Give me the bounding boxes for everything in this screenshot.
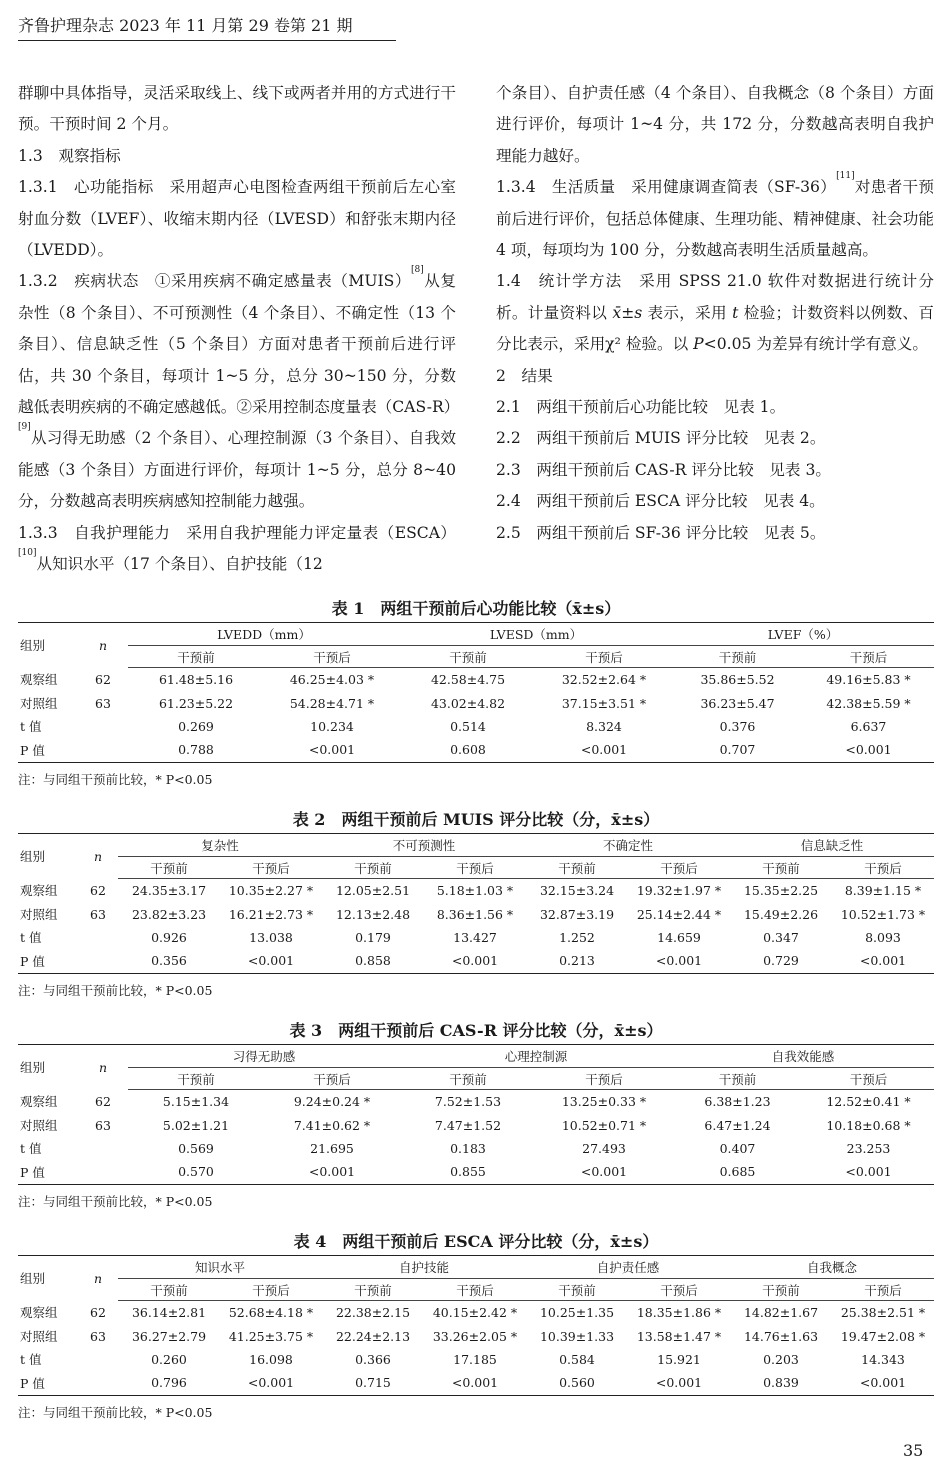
table-cell: 43.02±4.82 xyxy=(430,695,506,711)
table-cell: 0.707 xyxy=(672,738,803,762)
citation-8: [8] xyxy=(410,265,424,276)
paragraph-1-3-1: 1.3.1 心功能指标 采用超声心电图检查两组干预前后左心室射血分数（LVEF）、收缩末期内径（LVESD）和舒张末期内径（LVEDD）。 xyxy=(18,178,456,260)
table-4-title: 表 4 两组干预前后 ESCA 评分比较（分，x̄±s） xyxy=(293,1232,659,1251)
table-cell: 10.35±2.27 * xyxy=(228,883,314,899)
table-2 xyxy=(18,833,934,974)
heading-1-3: 1.3 观察指标 xyxy=(18,146,121,165)
text-stats-d: <0.05 为差异有统计学有意义。 xyxy=(703,335,928,354)
table-cell: 19.32±1.97 * xyxy=(636,883,722,899)
table-cell: 7.52±1.53 xyxy=(434,1094,502,1110)
table-row-t xyxy=(18,715,934,738)
table-header-row xyxy=(18,623,934,646)
row-n: 63 xyxy=(95,695,111,711)
row-label: 对照组 xyxy=(20,696,58,712)
header-before: 干预前 xyxy=(526,857,628,879)
table-cell: 0.569 xyxy=(178,1140,214,1156)
header-group: 组别 xyxy=(18,1045,78,1090)
row-n xyxy=(78,738,128,762)
table-cell: <0.001 xyxy=(220,1371,322,1395)
row-label: P 值 xyxy=(18,1371,78,1395)
table-cell: 24.35±3.17 xyxy=(131,883,207,899)
table-cell: 0.570 xyxy=(128,1160,264,1184)
header-before: 干预前 xyxy=(322,857,424,879)
header-before: 干预前 xyxy=(672,646,803,668)
table-cell: <0.001 xyxy=(832,949,934,973)
table-cell: 42.58±4.75 xyxy=(430,672,506,688)
paragraph-intervention: 群聊中具体指导，灵活采取线上、线下或两者并用的方式进行干预。干预时间 2 个月。 xyxy=(18,84,456,134)
table-row-observation xyxy=(18,1301,934,1325)
table-cell: 32.52±2.64 * xyxy=(561,672,647,688)
table-cell: <0.001 xyxy=(264,1160,400,1184)
table-cell: 0.839 xyxy=(730,1371,832,1395)
header-locus-control: 心理控制源 xyxy=(400,1045,672,1068)
paragraph-1-3-4 xyxy=(496,172,934,266)
table-cell: 12.05±2.51 xyxy=(335,883,411,899)
table-row-t xyxy=(18,926,934,949)
table-cell: 0.858 xyxy=(322,949,424,973)
table-row-p xyxy=(18,1160,934,1184)
row-label: t 值 xyxy=(20,1141,42,1157)
header-group: 组别 xyxy=(18,623,78,668)
table-cell: 15.49±2.26 xyxy=(743,906,819,922)
header-after: 干预后 xyxy=(264,1068,400,1090)
row-label: P 值 xyxy=(18,1160,78,1184)
table-cell: 5.02±1.21 xyxy=(162,1117,230,1133)
table-cell: 61.48±5.16 xyxy=(158,672,234,688)
header-info-lack: 信息缺乏性 xyxy=(730,834,934,857)
paragraph-esca-cont: 个条目）、自护责任感（4 个条目）、自我概念（8 个条目）方面进行评价，每项计 1~4 分，共 172 分，分数越高表明自我护理能力越好。 xyxy=(496,84,934,165)
table-cell: 19.47±2.08 * xyxy=(840,1328,926,1344)
table-row-observation xyxy=(18,1090,934,1114)
table-cell: 6.38±1.23 xyxy=(704,1094,771,1110)
header-responsibility: 自护责任感 xyxy=(526,1256,730,1279)
table-cell: 36.14±2.81 xyxy=(131,1305,207,1321)
table-cell: 0.366 xyxy=(355,1351,391,1367)
table-cell: 23.253 xyxy=(846,1140,891,1156)
table-row-observation xyxy=(18,668,934,692)
table-4 xyxy=(18,1255,934,1396)
table-header-row xyxy=(18,1045,934,1068)
table-cell: 0.729 xyxy=(730,949,832,973)
table-cell: 0.788 xyxy=(128,738,264,762)
row-n: 62 xyxy=(95,671,111,687)
paragraph-1-3-2 xyxy=(18,265,460,517)
header-group: 组别 xyxy=(18,1256,78,1301)
table-cell: 13.25±0.33 * xyxy=(561,1094,647,1110)
header-before: 干预前 xyxy=(672,1068,803,1090)
table-cell: 0.855 xyxy=(400,1160,536,1184)
table-cell: 0.183 xyxy=(450,1140,486,1156)
result-2-3: 2.3 两组干预前后 CAS-R 评分比较 见表 3。 xyxy=(496,460,831,479)
paragraph-1-4 xyxy=(496,266,934,360)
table-row-control xyxy=(18,1324,934,1347)
header-before: 干预前 xyxy=(118,1279,220,1301)
table-cell: 12.13±2.48 xyxy=(335,906,411,922)
row-n xyxy=(78,1137,128,1160)
table-cell: 21.695 xyxy=(310,1140,354,1156)
table-cell: 0.356 xyxy=(118,949,220,973)
header-after: 干预后 xyxy=(628,857,730,879)
text-sf36-intro: 1.3.4 生活质量 采用健康调查简表（SF-36） xyxy=(496,178,837,197)
table-2-section xyxy=(18,807,934,1002)
table-cell: 15.35±2.25 xyxy=(743,883,819,899)
table-cell: 6.637 xyxy=(850,718,887,734)
table-cell: 10.52±1.73 * xyxy=(840,906,926,922)
text-muis-intro: 1.3.2 疾病状态 ①采用疾病不确定感量表（MUIS） xyxy=(18,272,411,291)
result-2-4: 2.4 两组干预前后 ESCA 评分比较 见表 4。 xyxy=(496,492,825,511)
table-cell: 10.18±0.68 * xyxy=(826,1117,911,1133)
header-before: 干预前 xyxy=(322,1279,424,1301)
table-3-title: 表 3 两组干预前后 CAS-R 评分比较（分，x̄±s） xyxy=(289,1021,663,1040)
table-cell: 0.179 xyxy=(355,929,391,945)
row-label: P 值 xyxy=(18,738,78,762)
right-column xyxy=(496,78,934,549)
header-n: n xyxy=(78,834,118,879)
header-group: 组别 xyxy=(18,834,78,879)
table-cell: 8.324 xyxy=(586,718,622,734)
row-label: 观察组 xyxy=(20,883,58,899)
text-esca-intro: 1.3.3 自我护理能力 采用自我护理能力评定量表（ESCA） xyxy=(18,523,456,542)
header-after: 干预后 xyxy=(803,1068,934,1090)
table-cell: 0.685 xyxy=(672,1160,803,1184)
table-cell: 14.76±1.63 xyxy=(743,1328,819,1344)
table-row-t xyxy=(18,1137,934,1160)
table-row-p xyxy=(18,1371,934,1395)
table-cell: 22.38±2.15 xyxy=(335,1305,411,1321)
table-2-note: 注：与同组干预前比较，* P<0.05 xyxy=(18,982,213,998)
table-cell: 0.376 xyxy=(719,718,756,734)
header-n: n xyxy=(78,1045,128,1090)
text-muis-body: 从复杂性（8 个条目）、不可预测性（4 个条目）、不确定性（13 个条目）、信息缺乏性（5 个条目）方面对患者干预前后进行评估，共 30 个条目，每项计 1~5 分，总分 30~150 分，分数越低表明疾病的不确定感越低。②采用控制态度量表（CAS-R） xyxy=(18,272,460,417)
table-cell: <0.001 xyxy=(424,1371,526,1395)
table-cell: 0.560 xyxy=(526,1371,628,1395)
journal-header: 齐鲁护理杂志 2023 年 11 月第 29 卷第 21 期 xyxy=(18,14,396,41)
table-cell: 17.185 xyxy=(453,1351,497,1367)
header-self-efficacy: 自我效能感 xyxy=(672,1045,934,1068)
table-3 xyxy=(18,1044,934,1185)
table-cell: 10.25±1.35 xyxy=(539,1305,615,1321)
table-cell: 13.427 xyxy=(453,929,497,945)
table-cell: 18.35±1.86 * xyxy=(636,1305,722,1321)
text-stats-xs: x̄±s xyxy=(612,303,643,322)
table-cell: 0.407 xyxy=(719,1140,756,1156)
table-cell: 32.15±3.24 xyxy=(539,883,615,899)
header-before: 干预前 xyxy=(400,646,536,668)
table-cell: <0.001 xyxy=(424,949,526,973)
table-cell: 13.038 xyxy=(249,929,293,945)
header-self-concept: 自我概念 xyxy=(730,1256,934,1279)
table-cell: 37.15±3.51 * xyxy=(561,695,647,711)
table-4-section xyxy=(18,1229,934,1424)
row-n: 63 xyxy=(90,1328,106,1344)
table-cell: 0.260 xyxy=(151,1351,187,1367)
header-after: 干预后 xyxy=(424,1279,526,1301)
table-header-row xyxy=(18,1256,934,1279)
table-cell: 0.796 xyxy=(118,1371,220,1395)
row-label: 对照组 xyxy=(20,907,58,923)
table-cell: 46.25±4.03 * xyxy=(289,672,375,688)
table-cell: 36.23±5.47 xyxy=(700,695,775,711)
table-1-section xyxy=(18,596,934,791)
table-cell: 49.16±5.83 * xyxy=(826,672,911,688)
row-n xyxy=(78,1348,118,1371)
row-label: 对照组 xyxy=(20,1118,58,1134)
table-cell: <0.001 xyxy=(220,949,322,973)
table-cell: 8.39±1.15 * xyxy=(844,883,922,899)
row-n: 63 xyxy=(90,906,106,922)
table-cell: 27.493 xyxy=(582,1140,626,1156)
table-cell: 35.86±5.52 xyxy=(700,672,775,688)
table-cell: 22.24±2.13 xyxy=(335,1328,411,1344)
table-cell: 0.347 xyxy=(763,929,799,945)
citation-10: [10] xyxy=(18,548,37,559)
text-stats-p: P xyxy=(693,335,704,354)
table-cell: 23.82±3.23 xyxy=(131,906,207,922)
header-helplessness: 习得无助感 xyxy=(128,1045,400,1068)
table-cell: 33.26±2.05 * xyxy=(432,1328,518,1344)
row-n xyxy=(78,1160,128,1184)
result-2-2: 2.2 两组干预前后 MUIS 评分比较 见表 2。 xyxy=(496,429,826,448)
header-after: 干预后 xyxy=(220,857,322,879)
row-n: 62 xyxy=(90,1304,106,1320)
table-cell: 0.203 xyxy=(763,1351,799,1367)
table-subheader-row xyxy=(18,646,934,668)
result-2-5: 2.5 两组干预前后 SF-36 评分比较 见表 5。 xyxy=(496,523,826,542)
table-row-control xyxy=(18,902,934,925)
table-cell: 25.14±2.44 * xyxy=(636,906,722,922)
header-after: 干预后 xyxy=(536,1068,672,1090)
table-cell: 14.343 xyxy=(861,1351,905,1367)
table-cell: 13.58±1.47 * xyxy=(636,1328,722,1344)
row-n: 62 xyxy=(90,882,106,898)
row-n xyxy=(78,1371,118,1395)
header-after: 干预后 xyxy=(424,857,526,879)
header-before: 干预前 xyxy=(730,1279,832,1301)
header-after: 干预后 xyxy=(832,857,934,879)
text-stats-b: 表示，采用 xyxy=(642,303,733,322)
text-stats-t: t xyxy=(732,303,739,322)
row-label: 观察组 xyxy=(20,1094,58,1110)
row-label: t 值 xyxy=(20,1352,42,1368)
table-row-control xyxy=(18,1113,934,1136)
text-stats-c: 检验；计数资料以例数、百分比表示，采用χ² 检验。以 xyxy=(496,303,934,354)
table-cell: 42.38±5.59 * xyxy=(826,695,911,711)
table-cell: <0.001 xyxy=(803,738,934,762)
table-cell: 61.23±5.22 xyxy=(158,695,234,711)
row-label: P 值 xyxy=(18,949,78,973)
left-column xyxy=(18,78,460,581)
row-n: 63 xyxy=(95,1117,111,1133)
table-cell: 40.15±2.42 * xyxy=(432,1305,518,1321)
row-label: 观察组 xyxy=(20,672,58,688)
page-number: 35 xyxy=(903,1441,924,1460)
table-cell: 32.87±3.19 xyxy=(539,906,615,922)
table-cell: 7.47±1.52 xyxy=(434,1117,502,1133)
table-row-p xyxy=(18,738,934,762)
table-cell: 52.68±4.18 * xyxy=(228,1305,314,1321)
table-cell: <0.001 xyxy=(264,738,400,762)
header-unpredictability: 不可预测性 xyxy=(322,834,526,857)
header-after: 干预后 xyxy=(264,646,400,668)
table-row-control xyxy=(18,691,934,714)
header-after: 干预后 xyxy=(832,1279,934,1301)
header-n: n xyxy=(78,1256,118,1301)
table-2-title: 表 2 两组干预前后 MUIS 评分比较（分，x̄±s） xyxy=(292,810,660,829)
table-cell: <0.001 xyxy=(536,738,672,762)
heading-2-results: 2 结果 xyxy=(496,366,553,385)
header-after: 干预后 xyxy=(803,646,934,668)
header-lvef: LVEF（%） xyxy=(672,623,934,646)
table-cell: 6.47±1.24 xyxy=(704,1117,771,1133)
table-cell: 0.213 xyxy=(526,949,628,973)
table-cell: 12.52±0.41 * xyxy=(826,1094,911,1110)
header-complexity: 复杂性 xyxy=(118,834,322,857)
header-before: 干预前 xyxy=(730,857,832,879)
header-before: 干预前 xyxy=(128,1068,264,1090)
table-row-t xyxy=(18,1348,934,1371)
table-row-p xyxy=(18,949,934,973)
header-lvesd: LVESD（mm） xyxy=(400,623,672,646)
header-after: 干预后 xyxy=(628,1279,730,1301)
table-cell: 0.926 xyxy=(151,929,187,945)
table-4-note: 注：与同组干预前比较，* P<0.05 xyxy=(18,1404,213,1420)
header-before: 干预前 xyxy=(526,1279,628,1301)
table-subheader-row xyxy=(18,1279,934,1301)
row-n xyxy=(78,715,128,738)
header-after: 干预后 xyxy=(536,646,672,668)
table-cell: 8.36±1.56 * xyxy=(436,906,514,922)
table-cell: 10.234 xyxy=(310,718,354,734)
table-3-note: 注：与同组干预前比较，* P<0.05 xyxy=(18,1193,213,1209)
table-cell: 10.52±0.71 * xyxy=(561,1117,647,1133)
table-cell: 8.093 xyxy=(865,929,901,945)
row-n: 62 xyxy=(95,1093,111,1109)
header-before: 干预前 xyxy=(118,857,220,879)
header-before: 干预前 xyxy=(400,1068,536,1090)
paragraph-1-3-3 xyxy=(18,518,456,581)
table-cell: 1.252 xyxy=(559,929,595,945)
table-cell: 15.921 xyxy=(657,1351,701,1367)
row-label: 对照组 xyxy=(20,1329,58,1345)
table-1-note: 注：与同组干预前比较，* P<0.05 xyxy=(18,771,213,787)
table-row-observation xyxy=(18,879,934,903)
table-cell: 0.608 xyxy=(400,738,536,762)
table-cell: 16.21±2.73 * xyxy=(228,906,314,922)
table-cell: <0.001 xyxy=(628,949,730,973)
table-cell: 25.38±2.51 * xyxy=(840,1305,926,1321)
header-after: 干预后 xyxy=(220,1279,322,1301)
table-cell: 0.584 xyxy=(559,1351,595,1367)
text-casr-body: 从习得无助感（2 个条目）、心理控制源（3 个条目）、自我效能感（3 个条目）方面进行评价，每项计 1~5 分，总分 8~40 分，分数越高表明疾病感知控制能力越强。 xyxy=(18,429,456,511)
table-1 xyxy=(18,622,934,763)
row-n xyxy=(78,926,118,949)
row-label: t 值 xyxy=(20,930,42,946)
row-label: 观察组 xyxy=(20,1305,58,1321)
table-subheader-row xyxy=(18,857,934,879)
table-cell: 41.25±3.75 * xyxy=(228,1328,314,1344)
table-cell: 7.41±0.62 * xyxy=(293,1117,371,1133)
header-before: 干预前 xyxy=(128,646,264,668)
citation-9: [9] xyxy=(18,422,31,433)
table-cell: <0.001 xyxy=(536,1160,672,1184)
table-1-title: 表 1 两组干预前后心功能比较（x̄±s） xyxy=(331,599,621,618)
table-cell: 0.715 xyxy=(322,1371,424,1395)
table-cell: 10.39±1.33 xyxy=(539,1328,615,1344)
header-n: n xyxy=(78,623,128,668)
row-n xyxy=(78,949,118,973)
table-cell: 5.15±1.34 xyxy=(162,1094,230,1110)
text-esca-body: 从知识水平（17 个条目）、自护技能（12 xyxy=(36,555,323,574)
table-cell: 0.514 xyxy=(450,718,486,734)
citation-11: [11] xyxy=(836,171,855,182)
header-self-care-skill: 自护技能 xyxy=(322,1256,526,1279)
table-cell: 5.18±1.03 * xyxy=(436,883,514,899)
table-cell: 9.24±0.24 * xyxy=(293,1094,371,1110)
header-lvedd: LVEDD（mm） xyxy=(128,623,400,646)
table-cell: <0.001 xyxy=(832,1371,934,1395)
text-sf36-body: 对患者干预前后进行评价，包括总体健康、生理功能、精神健康、社会功能 4 项，每项均为 100 分，分数越高表明生活质量越高。 xyxy=(496,178,934,260)
header-knowledge: 知识水平 xyxy=(118,1256,322,1279)
header-uncertainty: 不确定性 xyxy=(526,834,730,857)
table-3-section xyxy=(18,1018,934,1213)
result-2-1: 2.1 两组干预前后心功能比较 见表 1。 xyxy=(496,398,786,417)
text-stats-a: 1.4 统计学方法 采用 SPSS 21.0 软件对数据进行统计分析。计量资料以 xyxy=(496,272,934,322)
table-subheader-row xyxy=(18,1068,934,1090)
row-label: t 值 xyxy=(20,719,42,735)
table-cell: <0.001 xyxy=(803,1160,934,1184)
table-cell: 14.82±1.67 xyxy=(743,1305,819,1321)
table-cell: 54.28±4.71 * xyxy=(289,695,375,711)
table-cell: <0.001 xyxy=(628,1371,730,1395)
table-cell: 16.098 xyxy=(249,1351,293,1367)
table-cell: 14.659 xyxy=(657,929,701,945)
table-header-row xyxy=(18,834,934,857)
table-cell: 0.269 xyxy=(178,718,214,734)
table-cell: 36.27±2.79 xyxy=(131,1328,207,1344)
